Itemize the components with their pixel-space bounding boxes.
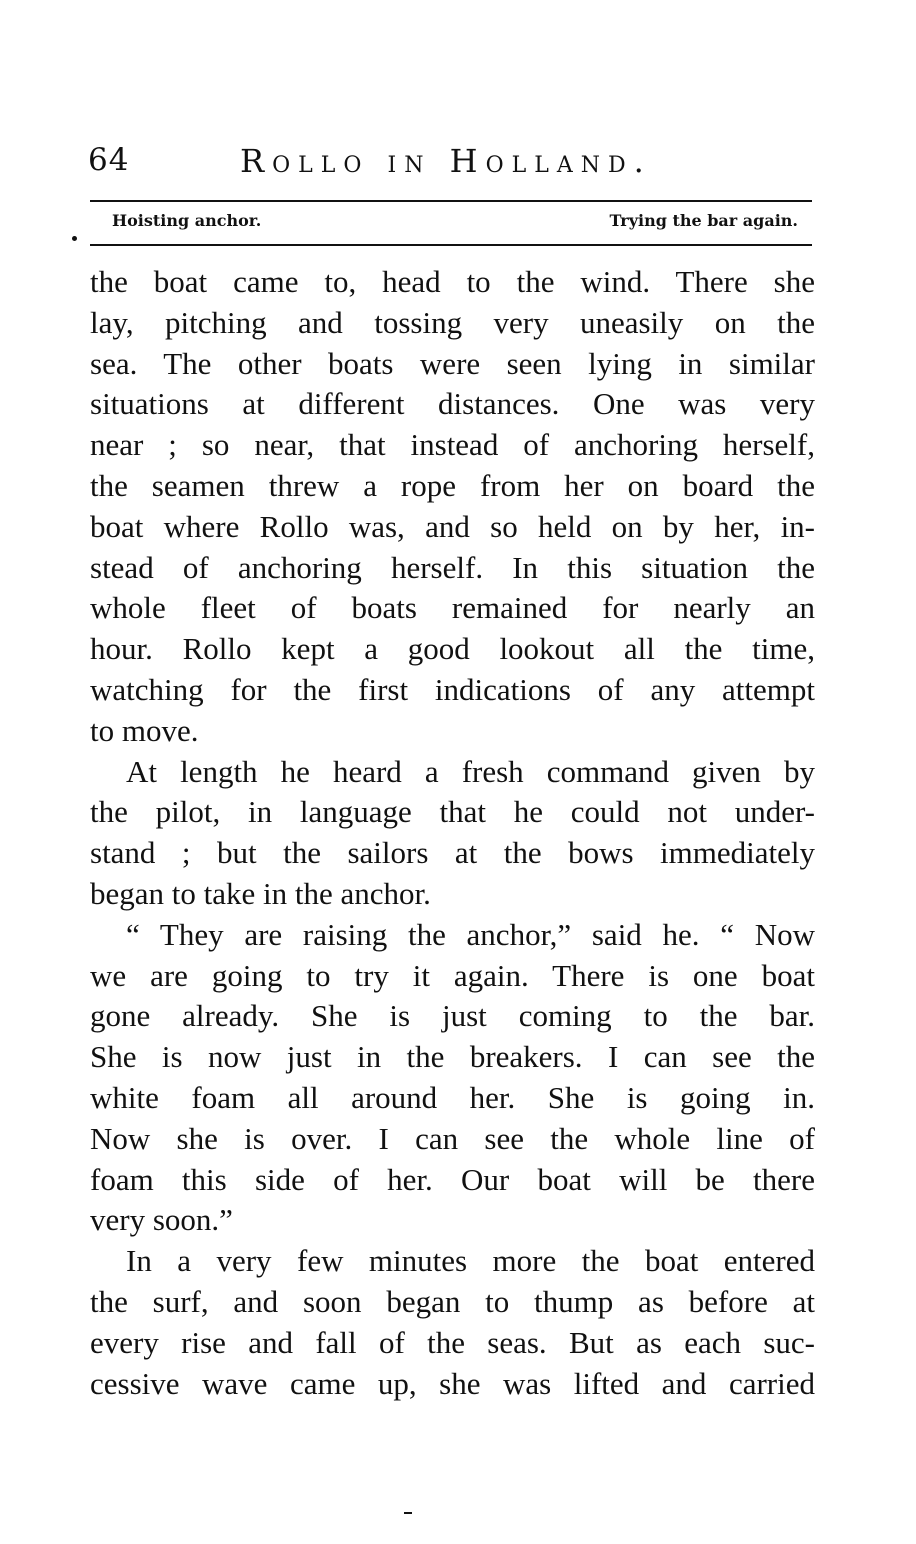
text-line: every rise and fall of the seas. But as each suc- bbox=[90, 1324, 815, 1360]
text-line: began to take in the anchor. bbox=[90, 875, 431, 911]
text-line: “ They are raising the anchor,” said he. “ Now bbox=[126, 916, 815, 952]
text-line: hour. Rollo kept a good lookout all the time, bbox=[90, 631, 815, 667]
text-line: lay, pitching and tossing very uneasily on the bbox=[90, 304, 815, 340]
page-number: 64 bbox=[88, 142, 130, 178]
text-line: white foam all around her. She is going in. bbox=[90, 1079, 815, 1115]
print-speck bbox=[72, 236, 77, 241]
text-line: to move. bbox=[90, 712, 199, 748]
text-line: gone already. She is just coming to the bar. bbox=[90, 998, 815, 1034]
text-line: the surf, and soon began to thump as before at bbox=[90, 1283, 815, 1319]
text-line: foam this side of her. Our boat will be there bbox=[90, 1161, 815, 1197]
text-line: She is now just in the breakers. I can see the bbox=[90, 1039, 815, 1075]
text-line: near ; so near, that instead of anchoring herself, bbox=[90, 427, 815, 463]
text-line: stand ; but the sailors at the bows immediately bbox=[90, 835, 815, 871]
text-line: cessive wave came up, she was lifted and carried bbox=[90, 1365, 815, 1401]
text-line: the boat came to, head to the wind. There she bbox=[90, 264, 815, 299]
text-line: watching for the first indications of any attempt bbox=[90, 671, 815, 707]
text-line: At length he heard a fresh command given by bbox=[126, 753, 815, 789]
marginal-note-left: Hoisting anchor. bbox=[112, 211, 262, 230]
text-line: situations at different distances. One was very bbox=[90, 386, 815, 422]
marginal-note-right: Trying the bar again. bbox=[609, 211, 798, 230]
text-line: sea. The other boats were seen lying in similar bbox=[90, 345, 815, 381]
header-rule-bottom bbox=[90, 244, 812, 246]
text-line: In a very few minutes more the boat entered bbox=[126, 1243, 815, 1279]
footer-dash bbox=[404, 1512, 412, 1514]
running-title: Rollo in Holland. bbox=[240, 142, 652, 180]
header-rule-top bbox=[90, 200, 812, 202]
text-line: whole fleet of boats remained for nearly an bbox=[90, 590, 815, 626]
text-line: Now she is over. I can see the whole line of bbox=[90, 1120, 815, 1156]
body-text bbox=[90, 262, 815, 1404]
text-line: very soon.” bbox=[90, 1202, 233, 1238]
text-line: the seamen threw a rope from her on board the bbox=[90, 467, 815, 503]
text-line: we are going to try it again. There is one boat bbox=[90, 957, 815, 993]
text-line: the pilot, in language that he could not under- bbox=[90, 794, 815, 830]
text-line: stead of anchoring herself. In this situation the bbox=[90, 549, 815, 585]
text-line: boat where Rollo was, and so held on by her, in- bbox=[90, 508, 815, 544]
